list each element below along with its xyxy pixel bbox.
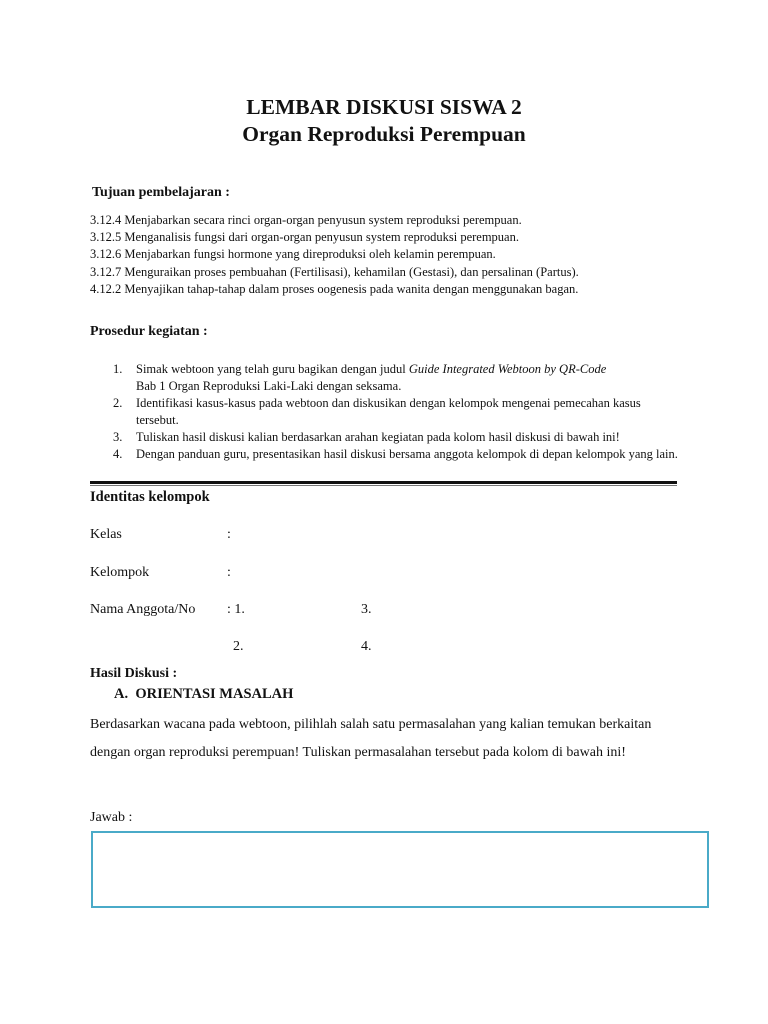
section-divider	[90, 481, 677, 484]
procedure-item	[113, 446, 683, 463]
procedure-item	[113, 361, 683, 395]
section-divider-thin	[90, 485, 677, 486]
page-subtitle: Organ Reproduksi Perempuan	[242, 122, 526, 146]
kelas-colon: :	[227, 527, 231, 542]
objective-list	[90, 212, 579, 298]
procedure-text-cont: Bab 1 Organ Reproduksi Laki-Laki dengan seksama.	[136, 379, 402, 393]
section-letter: A.	[114, 686, 129, 702]
orientasi-heading	[114, 686, 293, 703]
answer-box[interactable]	[91, 831, 709, 908]
prosedur-heading: Prosedur kegiatan :	[90, 324, 208, 339]
procedure-text: Dengan panduan guru, presentasikan hasil diskusi bersama anggota kelompok di depan kelompok yang lain.	[136, 447, 678, 461]
objective-item: 3.12.5 Menganalisis fungsi dari organ-organ penyusun system reproduksi perempuan.	[90, 230, 519, 245]
anggota-slot-3: 3.	[361, 602, 372, 617]
procedure-number: 4.	[113, 447, 123, 461]
identitas-heading: Identitas kelompok	[90, 489, 210, 505]
procedure-number: 3.	[113, 430, 123, 444]
section-title: ORIENTASI MASALAH	[135, 686, 294, 702]
tujuan-heading: Tujuan pembelajaran :	[92, 185, 230, 200]
kelompok-label: Kelompok	[90, 565, 150, 580]
anggota-slot-1: : 1.	[227, 602, 245, 617]
objective-item: 3.12.6 Menjabarkan fungsi hormone yang direproduksi oleh kelamin perempuan.	[90, 247, 496, 262]
objective-item: 3.12.7 Menguraikan proses pembuahan (Fertilisasi), kehamilan (Gestasi), dan persalinan (Partus).	[90, 264, 579, 279]
jawab-label: Jawab :	[90, 810, 133, 825]
instruction-paragraph: Berdasarkan wacana pada webtoon, pilihlah salah satu permasalahan yang kalian temukan berkaitan dengan organ reproduksi perempuan! Tuliskan permasalahan tersebut pada kolom di bawah ini!	[90, 717, 652, 760]
anggota-slot-4: 4.	[361, 639, 372, 654]
objective-item: 4.12.2 Menyajikan tahap-tahap dalam proses oogenesis pada wanita dengan menggunakan bagan.	[90, 281, 579, 296]
kelompok-colon: :	[227, 565, 231, 580]
objective-item: 3.12.4 Menjabarkan secara rinci organ-organ penyusun system reproduksi perempuan.	[90, 213, 522, 227]
procedure-text: Simak webtoon yang telah guru bagikan dengan judul	[136, 362, 409, 376]
kelas-label: Kelas	[90, 527, 122, 542]
webtoon-title: Guide Integrated Webtoon by QR-Code	[408, 362, 607, 376]
procedure-item	[113, 395, 683, 429]
hasil-heading: Hasil Diskusi :	[90, 666, 178, 681]
procedure-item	[113, 429, 683, 446]
anggota-label: Nama Anggota/No	[90, 602, 196, 617]
anggota-slot-2: 2.	[233, 639, 244, 654]
procedure-list	[113, 361, 683, 463]
procedure-text: Identifikasi kasus-kasus pada webtoon dan diskusikan dengan kelompok mengenai pemecahan kasus tersebut.	[136, 396, 641, 427]
procedure-number: 2.	[113, 396, 123, 410]
procedure-text: Tuliskan hasil diskusi kalian berdasarkan arahan kegiatan pada kolom hasil diskusi di bawah ini!	[136, 430, 620, 444]
procedure-number: 1.	[113, 362, 123, 376]
page-title: LEMBAR DISKUSI SISWA 2	[246, 95, 522, 119]
